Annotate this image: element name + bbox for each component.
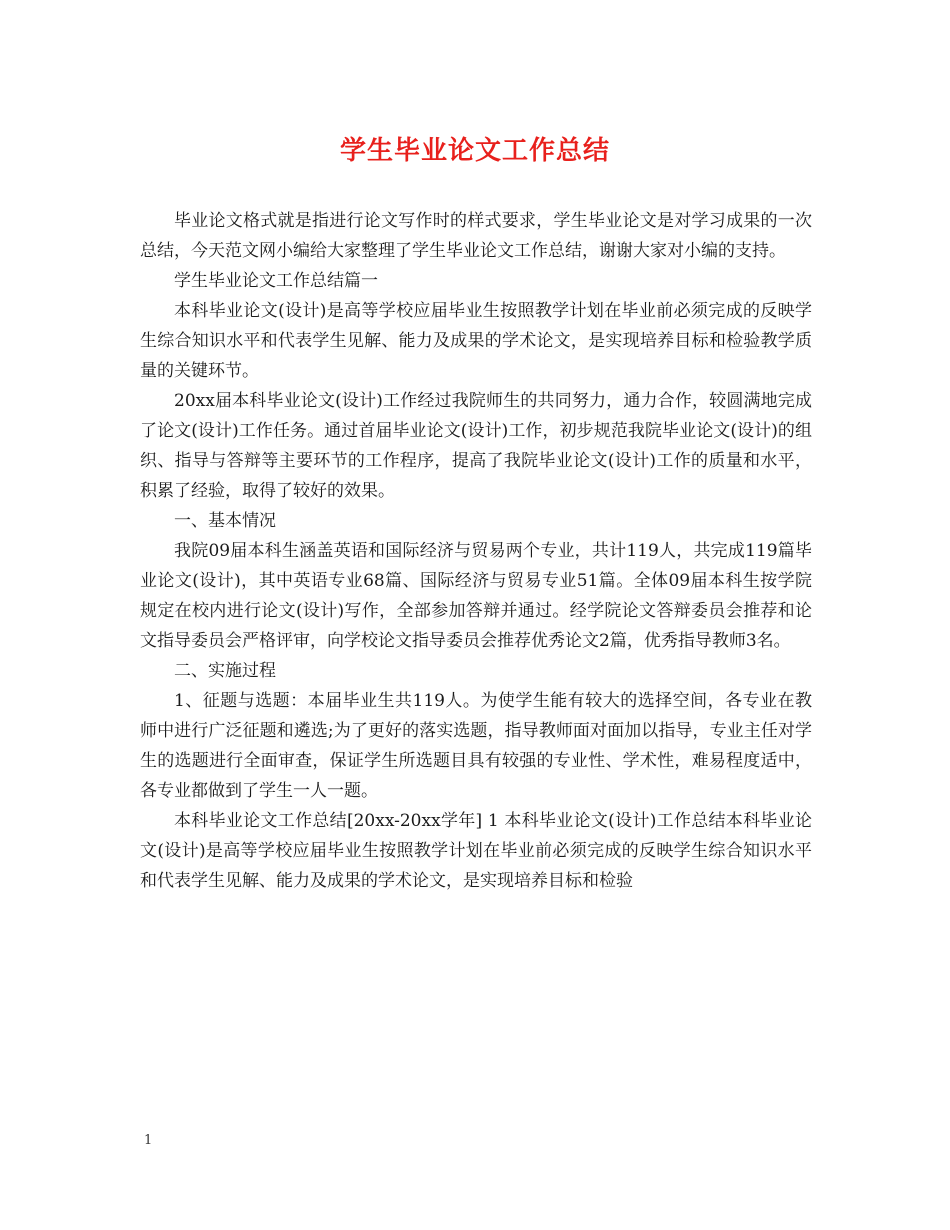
page-number: 1 xyxy=(144,1133,153,1148)
section-heading-implementation: 二、实施过程 xyxy=(174,661,276,681)
section-heading-part-one: 学生毕业论文工作总结篇一 xyxy=(174,271,378,291)
section-heading-basic-situation: 一、基本情况 xyxy=(174,511,276,531)
paragraph-definition: 本科毕业论文(设计)是高等学校应届毕业生按照教学计划在毕业前必须完成的反映学生综合知识水平和代表学生见解、能力及成果的学术论文，是实现培养目标和检验教学质量的关键环节。 xyxy=(140,301,812,381)
document-body xyxy=(140,206,812,896)
paragraph-intro: 毕业论文格式就是指进行论文写作时的样式要求，学生毕业论文是对学习成果的一次总结，今天范文网小编给大家整理了学生毕业论文工作总结，谢谢大家对小编的支持。 xyxy=(140,211,812,261)
paragraph-summary-excerpt: 本科毕业论文工作总结[20xx-20xx学年] 1 本科毕业论文(设计)工作总结本科毕业论文(设计)是高等学校应届毕业生按照教学计划在毕业前必须完成的反映学生综合知识水平和代表学生见解、能力及成果的学术论文，是实现培养目标和检验 xyxy=(140,811,812,891)
paragraph-topic-selection: 1、征题与选题：本届毕业生共119人。为使学生能有较大的选择空间，各专业在教师中进行广泛征题和遴选;为了更好的落实选题，指导教师面对面加以指导，专业主任对学生的选题进行全面审查，保证学生所选题目具有较强的专业性、学术性，难易程度适中，各专业都做到了学生一人一题。 xyxy=(140,691,812,801)
paragraph-overview: 20xx届本科毕业论文(设计)工作经过我院师生的共同努力，通力合作，较圆满地完成了论文(设计)工作任务。通过首届毕业论文(设计)工作，初步规范我院毕业论文(设计)的组织、指导与答辩等主要环节的工作程序，提高了我院毕业论文(设计)工作的质量和水平，积累了经验，取得了较好的效果。 xyxy=(140,391,812,501)
paragraph-basic-situation: 我院09届本科生涵盖英语和国际经济与贸易两个专业，共计119人，共完成119篇毕业论文(设计)，其中英语专业68篇、国际经济与贸易专业51篇。全体09届本科生按学院规定在校内进行论文(设计)写作，全部参加答辩并通过。经学院论文答辩委员会推荐和论文指导委员会严格评审，向学校论文指导委员会推荐优秀论文2篇，优秀指导教师3名。 xyxy=(140,541,812,651)
page-title: 学生毕业论文工作总结 xyxy=(339,136,610,166)
